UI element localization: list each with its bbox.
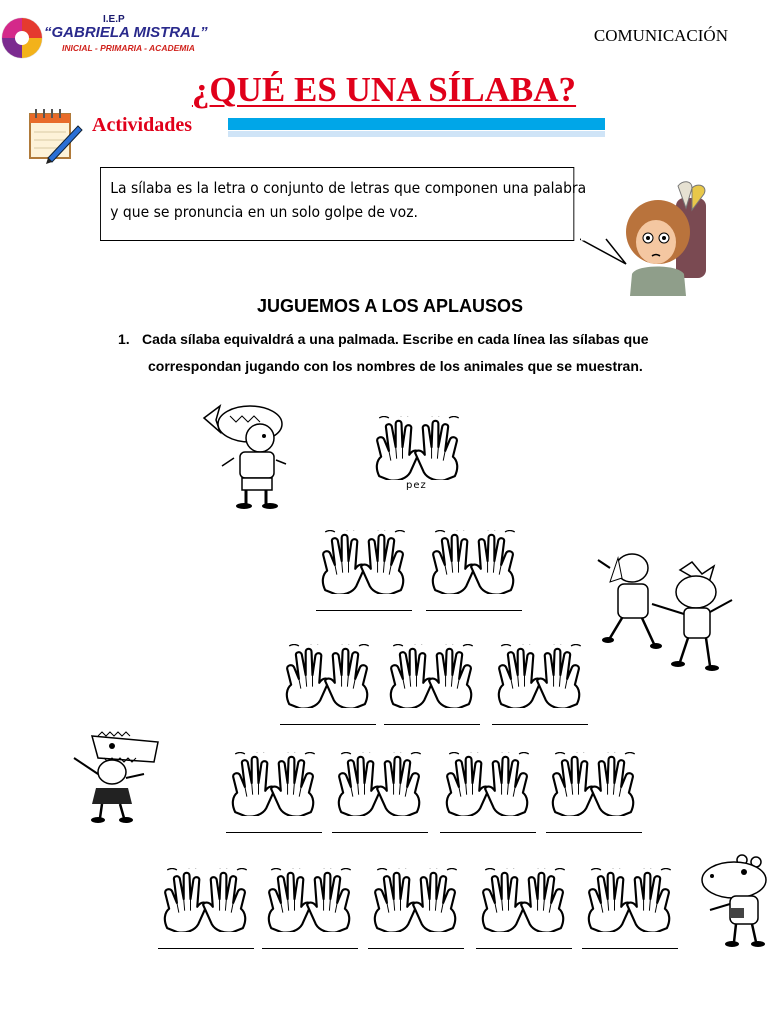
- syllable-line[interactable]: [546, 832, 642, 833]
- clap-icon: [546, 752, 642, 816]
- clap-icon: [262, 868, 358, 932]
- header-bar: [228, 118, 605, 130]
- logo-levels: INICIAL - PRIMARIA - ACADEMIA: [62, 43, 195, 53]
- instruction-line-1: Cada sílaba equivaldrá a una palmada. Escribe en cada línea las sílabas que: [142, 331, 649, 347]
- syllable-line[interactable]: [332, 832, 428, 833]
- clap-icon: [332, 752, 428, 816]
- clap-icon: [426, 530, 522, 594]
- syllable-line[interactable]: [476, 948, 572, 949]
- clap-icon: [476, 868, 572, 932]
- logo-school-name: “GABRIELA MISTRAL”: [44, 24, 208, 41]
- definition-bubble: [100, 167, 587, 241]
- activities-label: Actividades: [92, 114, 192, 136]
- syllable-line[interactable]: [262, 948, 358, 949]
- syllable-line[interactable]: [492, 724, 588, 725]
- example-word: pez: [406, 480, 427, 491]
- syllable-line[interactable]: [158, 948, 254, 949]
- logo-prefix: I.E.P: [103, 14, 125, 25]
- clap-icon: [492, 644, 588, 708]
- subject-label: COMUNICACIÓN: [593, 26, 728, 45]
- hippo-costume-child-icon: [700, 852, 768, 952]
- syllable-line[interactable]: [226, 832, 322, 833]
- syllable-line[interactable]: [440, 832, 536, 833]
- definition-line-2: y que se pronuncia en un solo golpe de voz.: [110, 203, 418, 221]
- clap-icon: [316, 530, 412, 594]
- clap-icon: [384, 644, 480, 708]
- crocodile-costume-child-icon: [68, 728, 178, 824]
- header-bar-shadow: [228, 131, 605, 137]
- section-title: JUGUEMOS A LOS APLAUSOS: [256, 296, 524, 316]
- dog-costume-children-icon: [596, 548, 736, 676]
- page-title: ¿QUÉ ES UNA SÍLABA?: [191, 70, 577, 109]
- clap-icon: [368, 868, 464, 932]
- syllable-line[interactable]: [582, 948, 678, 949]
- clap-icon: [370, 416, 466, 480]
- syllable-line[interactable]: [368, 948, 464, 949]
- clap-icon: [280, 644, 376, 708]
- definition-line-1: La sílaba es la letra o conjunto de letras que componen una palabra: [110, 179, 587, 197]
- fish-costume-child-icon: [200, 398, 290, 510]
- syllable-line[interactable]: [316, 610, 412, 611]
- instruction-number: 1.: [118, 331, 130, 347]
- clap-icon: [440, 752, 536, 816]
- syllable-line[interactable]: [280, 724, 376, 725]
- instruction-line-2: correspondan jugando con los nombres de los animales que se muestran.: [148, 358, 643, 374]
- syllable-line[interactable]: [426, 610, 522, 611]
- student-thinking-icon: [622, 178, 714, 296]
- clap-icon: [158, 868, 254, 932]
- clap-icon: [226, 752, 322, 816]
- clap-icon: [582, 868, 678, 932]
- calendar-pen-icon: [26, 104, 84, 164]
- syllable-line[interactable]: [384, 724, 480, 725]
